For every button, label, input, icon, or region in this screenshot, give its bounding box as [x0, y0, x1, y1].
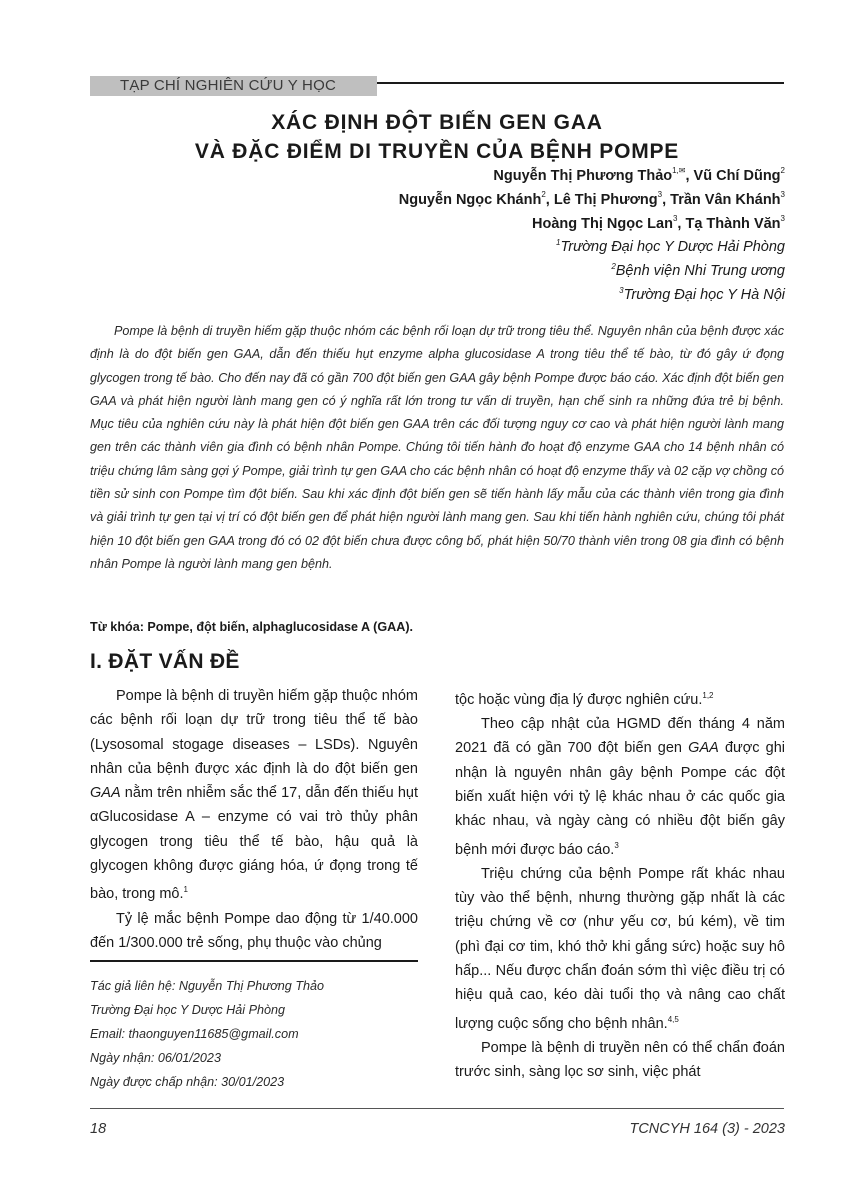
citation-ref: 1: [183, 885, 188, 895]
body-paragraph: Tỷ lệ mắc bệnh Pompe dao động từ 1/40.000 đến 1/300.000 trẻ sống, phụ thuộc vào chủng: [90, 910, 418, 951]
author-sup: 3: [672, 214, 678, 223]
body-paragraph: Pompe là bệnh di truyền nên có thể chẩn đoán trước sinh, sàng lọc sơ sinh, việc phát: [455, 1039, 785, 1080]
affiliation-sup: 1: [556, 238, 561, 247]
body-column-left: [90, 684, 418, 955]
author-line-2: Nguyễn Ngọc Khánh$^2$, Lê Thị Phương$^3$, Trần Vân Khánh$^3$: [398, 190, 785, 208]
citation-ref: 3: [614, 840, 619, 850]
author-name: Trần Vân Khánh: [670, 191, 781, 208]
citation-ref: 4,5: [667, 1014, 679, 1024]
abstract-paragraph: Pompe là bệnh di truyền hiếm gặp thuộc nhóm các bệnh rối loạn dự trữ trong tiêu thể. Nguyên nhân của bệnh được xác định là do đột biến gen GAA, dẫn đến thiếu hụt enzyme alpha glucosidase A trong tiêu thể tế bào, từ đó gây ứ đọng glycogen trong tế bào. Cho đến nay đã có gần 700 đột biến gen GAA gây bệnh Pompe được báo cáo. Xác định đột biến gen GAA và phát hiện người lành mang gen có ý nghĩa rất lớn trong tư vấn di truyền, hạn chế sinh ra những đứa trẻ bị bệnh. Mục tiêu của nghiên cứu này là phát hiện đột biến gen GAA trên các đối tượng nguy cơ cao và phát hiện người lành mang gen trên các thành viên gia đình có bệnh nhân Pompe. Chúng tôi tiến hành đo hoạt độ enzyme GAA cho 14 bệnh nhân có triệu chứng lâm sàng gợi ý Pompe, giải trình tự gen GAA cho các bệnh nhân có hoạt độ enzyme thấy và 02 cặp vợ chồng có tiền sử sinh con Pompe tìm đột biến. Sau khi xác định đột biến gen sẽ tiến hành lấy mẫu của các thành viên trong gia đình và giải trình tự gen tại vị trí có đột biến gen để phát hiện người lành mang gen. Sau khi tiến hành nghiên cứu, chúng tôi phát hiện 10 đột biến gen GAA trong đó có 02 đột biến chưa được công bố, phát hiện 50/70 thành viên trong 08 gia đình có bệnh nhân Pompe là người lành mang gen bệnh.: [90, 324, 784, 571]
body-paragraph: [455, 712, 785, 862]
author-line-3: Hoàng Thị Ngọc Lan$^3$, Tạ Thành Văn$^3$: [531, 214, 785, 232]
footnote-institution: Trường Đại học Y Dược Hải Phòng: [90, 1003, 285, 1017]
author-footnote: [90, 974, 418, 1094]
journal-issue: TCNCYH 164 (3) - 2023: [629, 1121, 785, 1137]
body-column-right: [455, 684, 785, 1084]
body-text: Theo cập nhật của HGMD đến tháng 4 năm 2021 đã có gần 700 đột biến gen: [455, 716, 785, 757]
affiliation-1: [556, 238, 785, 255]
author-name: Hoàng Thị Ngọc Lan: [531, 215, 673, 232]
footnote-email: Email: thaonguyen11685@gmail.com: [90, 1027, 299, 1041]
body-paragraph: [90, 684, 418, 907]
body-text: nằm trên nhiễm sắc thể 17, dẫn đến thiếu hụt αGlucosidase A – enzyme có vai trò thủy phân glycogen trong tiêu thể tế bào, hậu quả là glycogen không được giáng hóa, ứ đọng trong tế bào, trong mô.: [90, 785, 418, 903]
affiliation-sup: 3: [619, 286, 624, 295]
keywords-line: Từ khóa: Pompe, đột biến, alphaglucosidase A (GAA).: [90, 620, 414, 634]
header-rule: [377, 82, 784, 84]
footnote-contact: Tác giả liên hệ: Nguyễn Thị Phương Thảo: [90, 979, 325, 993]
citation-ref: 1,2: [702, 691, 714, 700]
article-title-line-1: XÁC ĐỊNH ĐỘT BIẾN GEN GAA: [271, 111, 603, 134]
article-title-line-2: VÀ ĐẶC ĐIỂM DI TRUYỀN CỦA BỆNH POMPE: [194, 140, 680, 163]
author-sup: 1,✉: [672, 166, 686, 175]
affiliation-3: [619, 286, 785, 303]
author-name: Lê Thị Phương: [553, 191, 658, 208]
footnote-received: Ngày nhận: 06/01/2023: [90, 1051, 221, 1065]
author-name: Tạ Thành Văn: [685, 215, 781, 232]
author-name: Vũ Chí Dũng: [693, 167, 781, 184]
affiliation-text: Trường Đại học Y Dược Hải Phòng: [560, 238, 785, 255]
section-heading: I. ĐẶT VẤN ĐỀ: [90, 650, 240, 673]
body-text: tộc hoặc vùng địa lý được nghiên cứu.: [455, 691, 703, 708]
footnote-rule: [90, 960, 418, 962]
journal-name-label: TẠP CHÍ NGHIÊN CỨU Y HỌC: [90, 76, 377, 96]
affiliation-text: Bệnh viện Nhi Trung ương: [615, 262, 785, 279]
author-name: Nguyễn Ngọc Khánh: [398, 191, 542, 208]
body-text: Pompe là bệnh di truyền hiếm gặp thuộc nhóm các bệnh rối loạn dự trữ trong tiêu thể tế bào (Lysosomal stogage diseases – LSDs). Nguyên nhân của bệnh được xác định là do đột biến gen: [90, 688, 418, 777]
body-paragraph: [455, 862, 785, 1036]
author-sup: 3: [780, 190, 785, 199]
gene-name: GAA: [90, 785, 121, 802]
page-number: 18: [90, 1121, 107, 1137]
author-sup: 3: [657, 190, 663, 199]
author-name: Nguyễn Thị Phương Thảo: [493, 167, 673, 184]
author-sup: 2: [780, 166, 785, 175]
footnote-accepted: Ngày được chấp nhận: 30/01/2023: [90, 1075, 285, 1089]
footer-rule: [90, 1108, 784, 1109]
affiliation-2: [611, 262, 785, 279]
author-line-1: Nguyễn Thị Phương Thảo$^{1,✉}$, Vũ Chí Dũng$^2$: [493, 166, 785, 184]
gene-name: GAA: [688, 740, 719, 757]
affiliation-text: Trường Đại học Y Hà Nội: [623, 286, 785, 303]
author-sup: 3: [780, 214, 785, 223]
body-text: Triệu chứng của bệnh Pompe rất khác nhau tùy vào thể bệnh, nhưng thường gặp nhất là các triệu chứng về cơ (như yếu cơ, bú kém), về tim (phì đại cơ tim, khó thở khi gắng sức) hoặc suy hô hấp... Nếu được chẩn đoán sớm thì việc điều trị có hiệu quả cao, kéo dài tuổi thọ và nâng cao chất lượng cuộc sống cho bệnh nhân.: [455, 865, 785, 1032]
affiliation-sup: 2: [611, 262, 616, 271]
body-text: được ghi nhận là nguyên nhân gây bệnh Pompe các đột biến xuất hiện với tỷ lệ khác nhau ở các quốc gia khác nhau, và ngày càng có nhiều đột biến gây bệnh mới được báo cáo.: [455, 740, 786, 858]
body-paragraph: [455, 684, 785, 712]
author-sup: 2: [541, 190, 546, 199]
